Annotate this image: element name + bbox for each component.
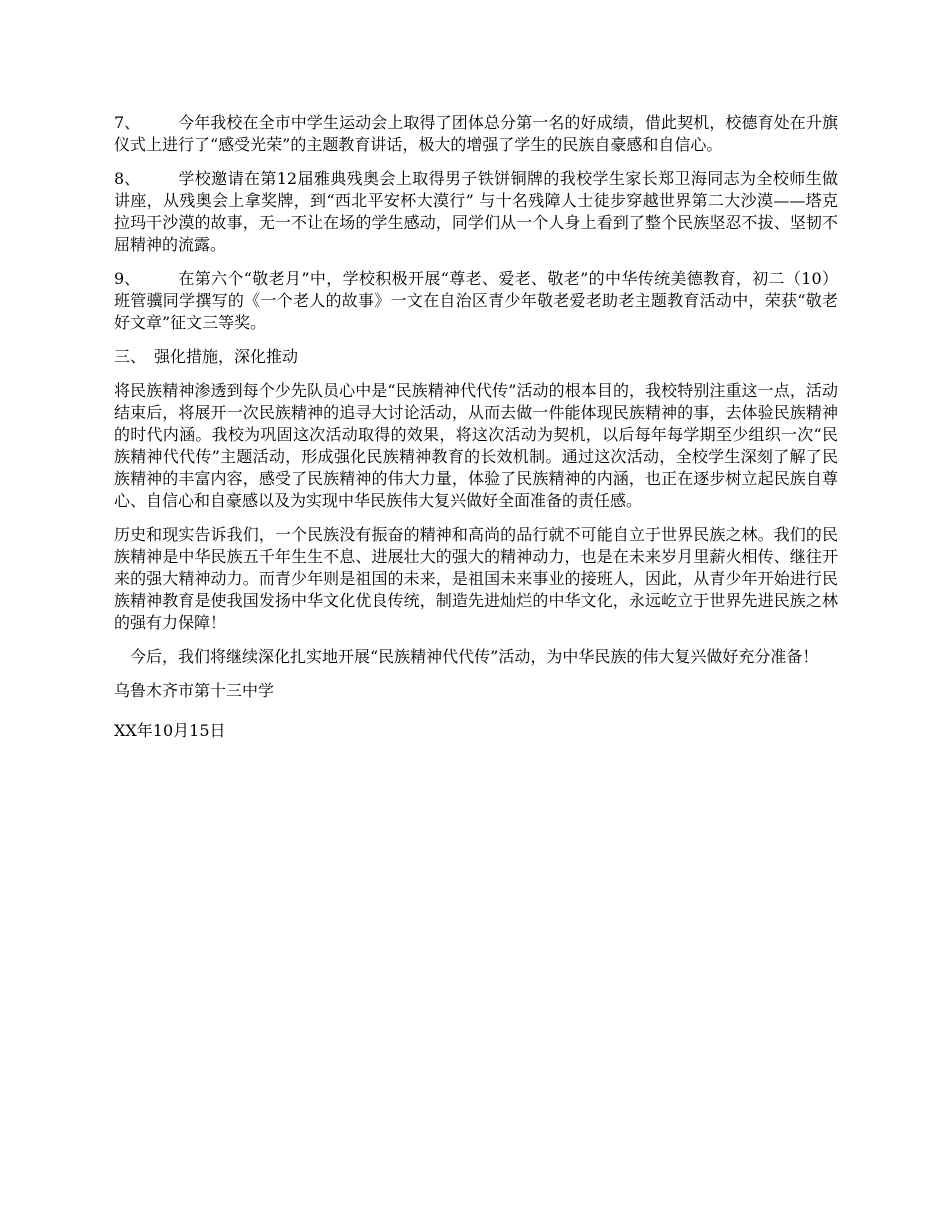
item-number: 8、 <box>114 169 141 188</box>
document-date: XX年10月15日 <box>114 721 226 740</box>
list-item-9 <box>114 268 838 334</box>
body-paragraph-1: 将民族精神渗透到每个少先队员心中是“民族精神代代传”活动的根本目的，我校特别注重这一点，活动结束后，将展开一次民族精神的追寻大讨论活动，从而去做一件能体现民族精神的事，去体验民族精神的时代内涵。我校为巩固这次活动取得的效果，将这次活动为契机，以后每年每学期至少组织一次“民族精神代代传”主题活动，形成强化民族精神教育的长效机制。通过这次活动，全校学生深刻了解了民族精神的丰富内容，感受了民族精神的伟大力量，体验了民族精神的内涵，也正在逐步树立起民族自尊心、自信心和自豪感以及为实现中华民族伟大复兴做好全面准备的责任感。 <box>114 381 838 510</box>
section-title: 强化措施，深化推动 <box>154 347 299 366</box>
body-paragraph-3: 今后，我们将继续深化扎实地开展“民族精神代代传”活动，为中华民族的伟大复兴做好充分准备！ <box>130 647 819 666</box>
section-heading <box>114 346 838 368</box>
body-paragraph-2: 历史和现实告诉我们，一个民族没有振奋的精神和高尚的品行就不可能自立于世界民族之林。我们的民族精神是中华民族五千年生生不息、进展壮大的强大的精神动力，也是在未来岁月里薪火相传、继往开来的强大精神动力。而青少年则是祖国的未来，是祖国未来事业的接班人，因此，从青少年开始进行民族精神教育是使我国发扬中华文化优良传统，制造先进灿烂的中华文化，永远屹立于世界先进民族之林的强有力保障！ <box>114 525 838 632</box>
item-number: 9、 <box>114 269 141 288</box>
section-number: 三、 <box>114 347 147 366</box>
signature: 乌鲁木齐市第十三中学 <box>114 681 275 700</box>
list-item-8 <box>114 168 838 256</box>
item-number: 7、 <box>114 113 141 132</box>
list-item-7 <box>114 112 838 156</box>
item-text: 今年我校在全市中学生运动会上取得了团体总分第一名的好成绩，借此契机，校德育处在升旗仪式上进行了“感受光荣”的主题教育讲话，极大的增强了学生的民族自豪感和自信心。 <box>114 113 838 154</box>
item-text: 学校邀请在第12届雅典残奥会上取得男子铁饼铜牌的我校学生家长郑卫海同志为全校师生做讲座，从残奥会上拿奖牌，到“西北平安杯大漠行” 与十名残障人士徒步穿越世界第二大沙漠——塔克拉玛干沙漠的故事，无一不让在场的学生感动，同学们从一个人身上看到了整个民族坚忍不拔、坚韧不屈精神的流露。 <box>114 169 838 254</box>
item-text: 在第六个“敬老月”中，学校积极开展“尊老、爱老、敬老”的中华传统美德教育，初二（10）班管骥同学撰写的《一个老人的故事》一文在自治区青少年敬老爱老助老主题教育活动中，荣获“敬老好文章”征文三等奖。 <box>114 269 838 332</box>
